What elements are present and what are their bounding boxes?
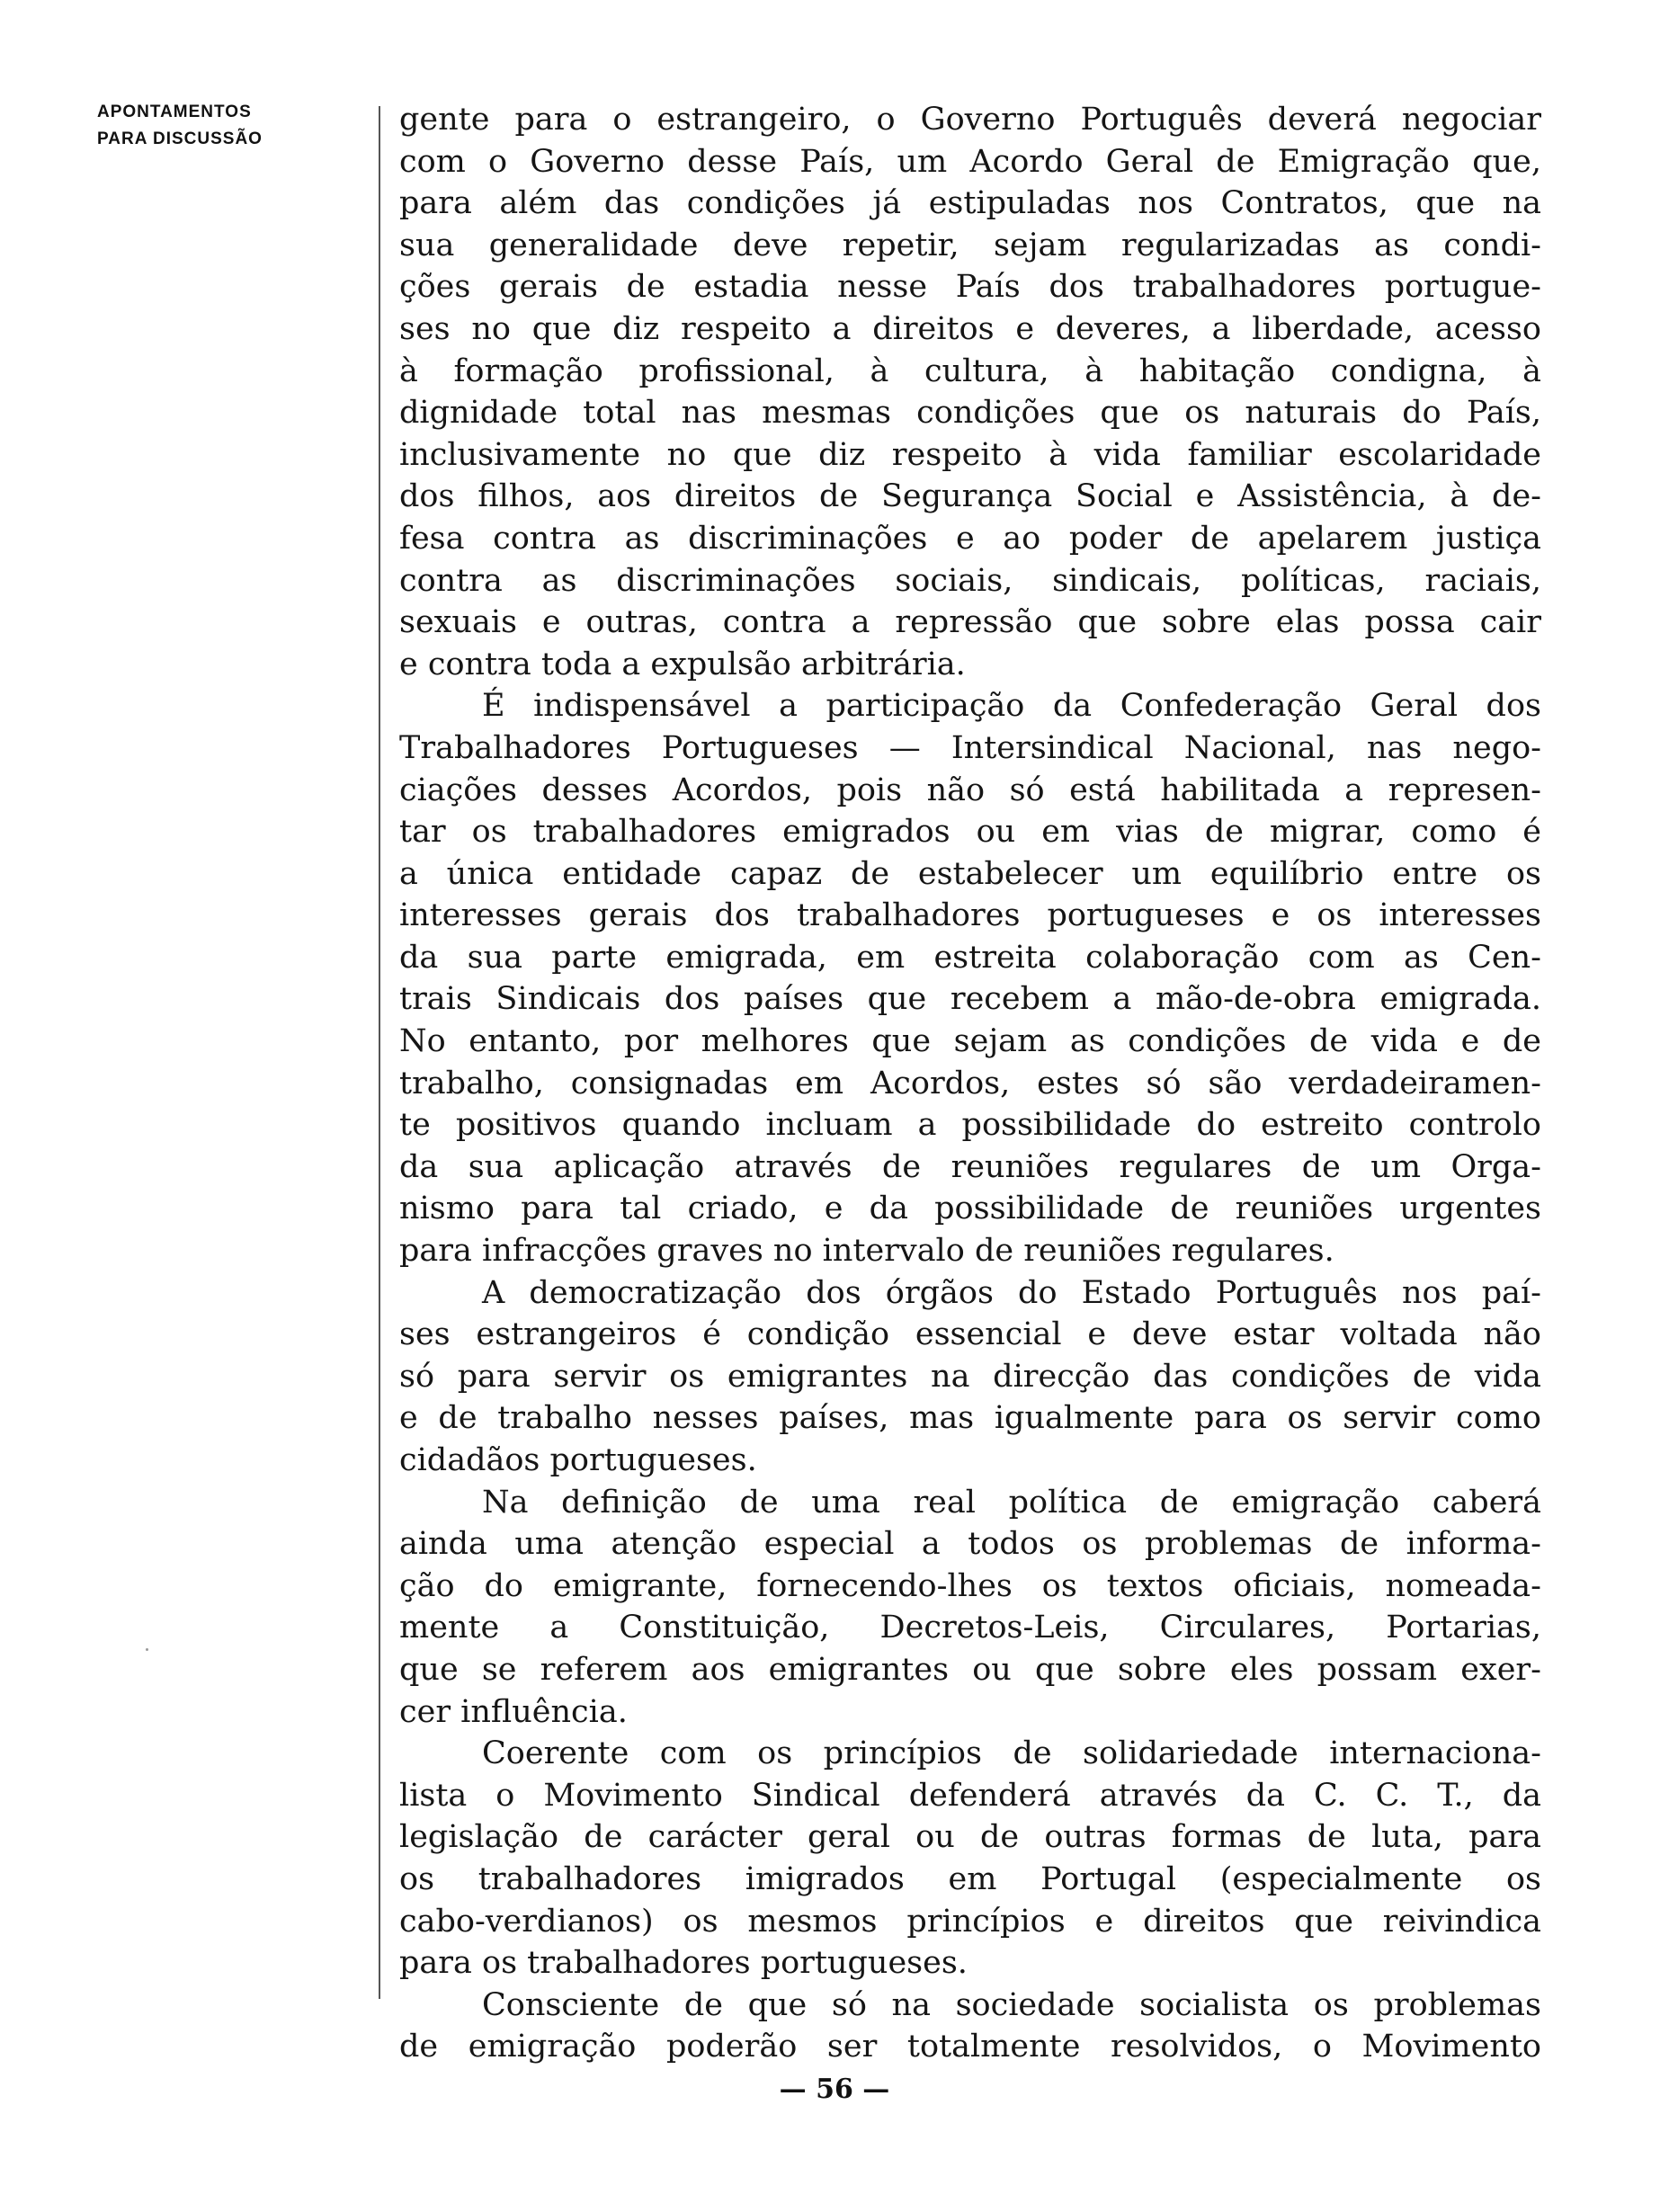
text-line: ainda uma atenção especial a todos os problemas de informa- <box>399 1526 1541 1563</box>
text-line: gente para o estrangeiro, o Governo Português deverá negociar <box>399 102 1541 138</box>
scan-speck <box>146 1648 148 1651</box>
text-line: É indispensável a participação da Confederação Geral dos <box>482 688 1541 725</box>
text-line: cidadãos portugueses. <box>399 1442 757 1478</box>
text-line: tar os trabalhadores emigrados ou em vias de migrar, como é <box>399 814 1541 851</box>
text-line: a única entidade capaz de estabelecer um equilíbrio entre os <box>399 855 1541 892</box>
text-line: com o Governo desse País, um Acordo Geral de Emigração que, <box>399 143 1541 180</box>
text-line: sua generalidade deve repetir, sejam regularizadas as condi- <box>399 227 1541 263</box>
text-line: cabo-verdianos) os mesmos princípios e direitos que reivindica <box>399 1903 1541 1940</box>
text-line: ses no que diz respeito a direitos e deveres, a liberdade, acesso <box>399 310 1541 347</box>
text-line: te positivos quando incluam a possibilidade do estreito controlo <box>399 1107 1541 1144</box>
text-line: trais Sindicais dos países que recebem a mão-de-obra emigrada. <box>399 981 1541 1018</box>
text-line: inclusivamente no que diz respeito à vida familiar escolaridade <box>399 436 1541 473</box>
text-line: que se referem aos emigrantes ou que sobre eles possam exer- <box>399 1651 1541 1688</box>
text-line: à formação profissional, à cultura, à habitação condigna, à <box>399 352 1541 389</box>
text-line: nismo para tal criado, e da possibilidade de reuniões urgentes <box>399 1191 1541 1227</box>
text-line: e de trabalho nesses países, mas igualmente para os servir como <box>399 1400 1541 1437</box>
text-line: da sua parte emigrada, em estreita colaboração com as Cen- <box>399 939 1541 976</box>
text-line: fesa contra as discriminações e ao poder de apelarem justiça <box>399 520 1541 557</box>
text-line: lista o Movimento Sindical defenderá através da C. C. T., da <box>399 1777 1541 1814</box>
text-line: dignidade total nas mesmas condições que os naturais do País, <box>399 395 1541 432</box>
text-line: ciações desses Acordos, pois não só está habilitada a represen- <box>399 772 1541 808</box>
text-line: ções gerais de estadia nesse País dos trabalhadores portugue- <box>399 269 1541 306</box>
text-line: só para servir os emigrantes na direcção das condições de vida <box>399 1358 1541 1395</box>
text-line: No entanto, por melhores que sejam as condições de vida e de <box>399 1023 1541 1060</box>
text-line: para além das condições já estipuladas nos Contratos, que na <box>399 185 1541 222</box>
text-line: A democratização dos órgãos do Estado Português nos paí- <box>482 1274 1541 1311</box>
text-line: Trabalhadores Portugueses — Intersindical Nacional, nas nego- <box>399 729 1541 766</box>
page-number: — 56 — <box>779 2074 890 2105</box>
text-line: ses estrangeiros é condição essencial e deve estar voltada não <box>399 1316 1541 1353</box>
text-line: de emigração poderão ser totalmente resolvidos, o Movimento <box>399 2029 1541 2065</box>
text-line: cer influência. <box>399 1693 628 1730</box>
section-title-line-1: APONTAMENTOS <box>97 103 252 121</box>
margin-rule <box>379 106 380 1999</box>
text-line: ção do emigrante, fornecendo-lhes os textos oficiais, nomeada- <box>399 1567 1541 1604</box>
text-line: e contra toda a expulsão arbitrária. <box>399 646 966 682</box>
text-line: legislação de carácter geral ou de outras formas de luta, para <box>399 1819 1541 1856</box>
running-section-title <box>97 99 340 153</box>
text-line: trabalho, consignadas em Acordos, estes só são verdadeiramen- <box>399 1065 1541 1102</box>
text-line: interesses gerais dos trabalhadores portugueses e os interesses <box>399 897 1541 934</box>
text-line: sexuais e outras, contra a repressão que sobre elas possa cair <box>399 604 1541 641</box>
text-line: para infracções graves no intervalo de reuniões regulares. <box>399 1233 1334 1270</box>
text-line: da sua aplicação através de reuniões regulares de um Orga- <box>399 1148 1541 1185</box>
text-line: mente a Constituição, Decretos-Leis, Circulares, Portarias, <box>399 1610 1541 1646</box>
text-line: Consciente de que só na sociedade socialista os problemas <box>482 1986 1541 2023</box>
text-line: para os trabalhadores portugueses. <box>399 1945 968 1982</box>
text-line: os trabalhadores imigrados em Portugal (especialmente os <box>399 1860 1541 1897</box>
text-line: dos filhos, aos direitos de Segurança Social e Assistência, à de- <box>399 478 1541 515</box>
text-line: contra as discriminações sociais, sindicais, políticas, raciais, <box>399 562 1541 599</box>
body-text <box>399 99 1541 2068</box>
section-title-line-2: PARA DISCUSSÃO <box>97 129 263 148</box>
text-line: Na definição de uma real política de emigração caberá <box>482 1484 1541 1521</box>
text-line: Coerente com os princípios de solidariedade internaciona- <box>482 1735 1541 1772</box>
